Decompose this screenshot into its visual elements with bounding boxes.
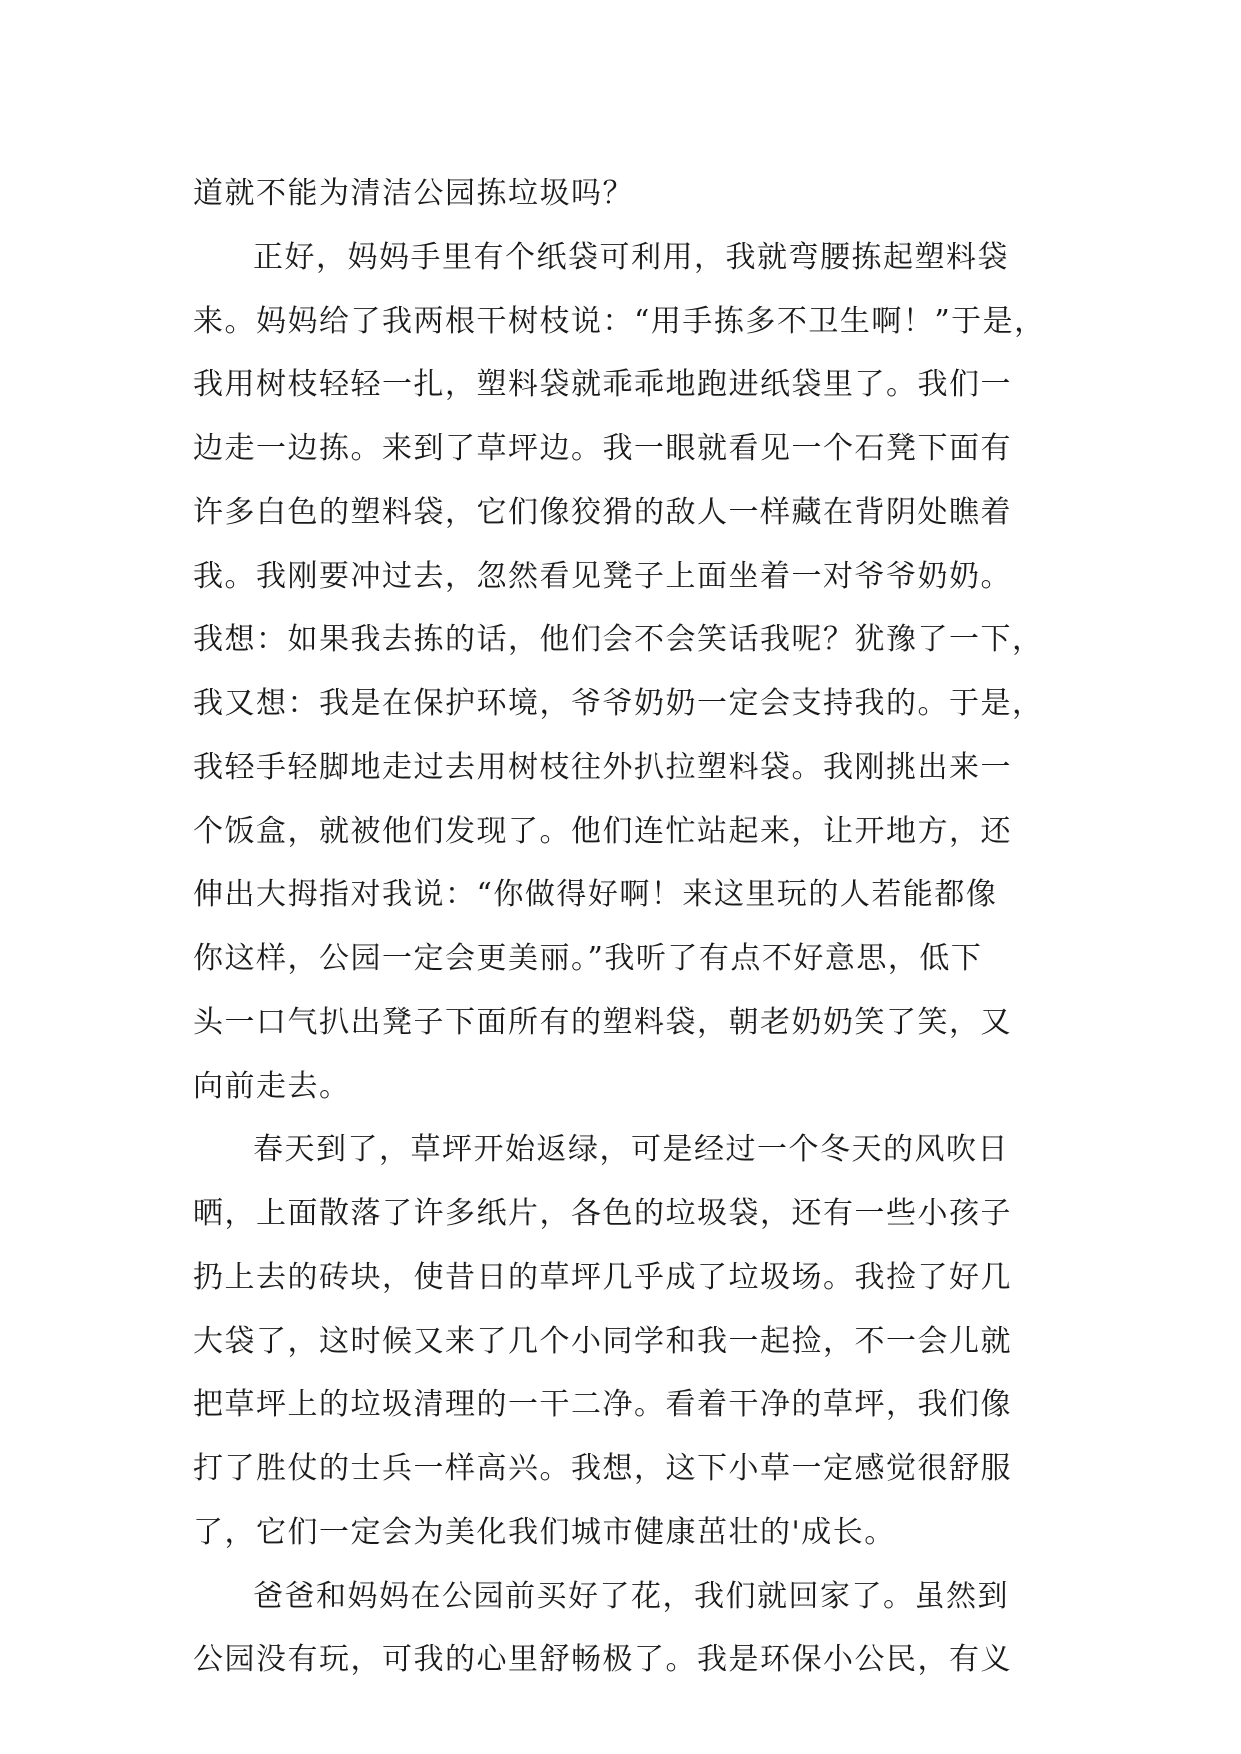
text-line: 我又想：我是在保护环境，爷爷奶奶一定会支持我的。于是， bbox=[193, 686, 1044, 721]
text-line: 来。妈妈给了我两根干树枝说：“用手拣多不卫生啊！”于是， bbox=[193, 303, 1046, 339]
text-line: 你这样，公园一定会更美丽。”我听了有点不好意思，低下 bbox=[193, 941, 983, 976]
text-line: 了，它们一定会为美化我们城市健康茁壮的'成长。 bbox=[193, 1514, 896, 1550]
text-line: 打了胜仗的士兵一样高兴。我想，这下小草一定感觉很舒服 bbox=[193, 1451, 1012, 1486]
text-line: 公园没有玩，可我的心里舒畅极了。我是环保小公民，有义 bbox=[193, 1642, 1012, 1678]
text-line: 头一口气扒出凳子下面所有的塑料袋，朝老奶奶笑了笑，又 bbox=[193, 1004, 1012, 1040]
text-line: 扔上去的砖块，使昔日的草坪几乎成了垃圾场。我捡了好几 bbox=[193, 1259, 1012, 1295]
text-line: 我用树枝轻轻一扎，塑料袋就乖乖地跑进纸袋里了。我们一 bbox=[193, 367, 1012, 403]
essay-text bbox=[193, 162, 1063, 1692]
text-line: 道就不能为清洁公园拣垃圾吗？ bbox=[193, 176, 634, 211]
text-line: 正好，妈妈手里有个纸袋可利用，我就弯腰拣起塑料袋 bbox=[253, 239, 1009, 275]
text-line: 伸出大拇指对我说：“你做得好啊！来这里玩的人若能都像 bbox=[193, 877, 998, 913]
text-line: 春天到了，草坪开始返绿，可是经过一个冬天的风吹日 bbox=[253, 1132, 1009, 1168]
text-line: 把草坪上的垃圾清理的一干二净。看着干净的草坪，我们像 bbox=[193, 1387, 1012, 1423]
text-line: 我轻手轻脚地走过去用树枝往外扒拉塑料袋。我刚挑出来一 bbox=[193, 749, 1012, 785]
text-line: 向前走去。 bbox=[193, 1068, 351, 1104]
text-line: 大袋了，这时候又来了几个小同学和我一起捡，不一会儿就 bbox=[193, 1323, 1012, 1359]
text-line: 边走一边拣。来到了草坪边。我一眼就看见一个石凳下面有 bbox=[193, 431, 1012, 466]
text-line: 我想：如果我去拣的话，他们会不会笑话我呢？犹豫了一下， bbox=[193, 622, 1044, 658]
text-line: 个饭盒，就被他们发现了。他们连忙站起来，让开地方，还 bbox=[193, 813, 1012, 849]
text-line: 我。我刚要冲过去，忽然看见凳子上面坐着一对爷爷奶奶。 bbox=[193, 558, 1012, 594]
text-line: 晒，上面散落了许多纸片，各色的垃圾袋，还有一些小孩子 bbox=[193, 1196, 1012, 1231]
text-line: 许多白色的塑料袋，它们像狡猾的敌人一样藏在背阴处瞧着 bbox=[193, 494, 1012, 530]
text-line: 爸爸和妈妈在公园前买好了花，我们就回家了。虽然到 bbox=[253, 1578, 1009, 1614]
